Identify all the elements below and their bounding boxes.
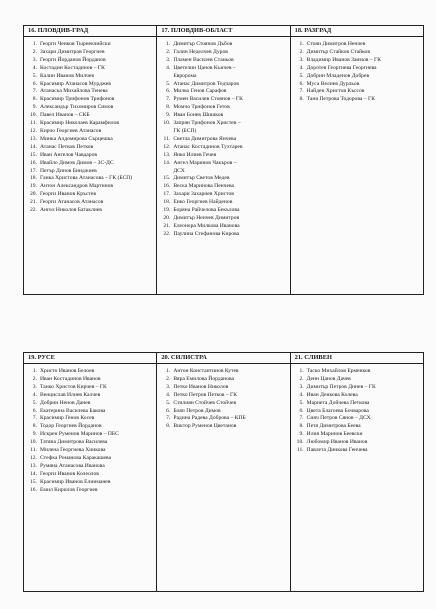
candidate-list-item bbox=[24, 199, 156, 207]
candidate-list-item bbox=[24, 384, 156, 392]
candidate-name: Румен Василев Стоянов – ГК bbox=[173, 96, 243, 103]
candidate-name: Ганка Христова Атанасова – ГК (БСП) bbox=[40, 175, 133, 182]
candidate-name: Муса Велиев Дурльов bbox=[306, 80, 360, 87]
candidate-list-item bbox=[24, 487, 156, 495]
candidate-name: Найден Христов Къссов bbox=[306, 88, 365, 95]
candidate-name: Петя Димитрова Беева bbox=[306, 423, 361, 430]
candidate-list-item bbox=[157, 104, 289, 112]
candidate-number: 3. bbox=[299, 383, 304, 390]
candidate-number: 8. bbox=[32, 423, 37, 430]
candidate-name: Пламен Василев Станьов bbox=[173, 56, 234, 63]
candidate-list-item bbox=[291, 96, 423, 104]
candidate-name: Ангел Николов Батаклиев bbox=[40, 207, 102, 214]
candidate-name: Петър Динов Бинджиев bbox=[40, 167, 97, 174]
candidate-number: 14. bbox=[30, 143, 37, 150]
candidate-name: Иван Бонев Шишков bbox=[173, 112, 224, 119]
candidate-list-item bbox=[24, 136, 156, 144]
district-column bbox=[24, 26, 157, 294]
candidate-list-item bbox=[24, 423, 156, 431]
candidate-name: Минка Алдомирова Сърцешка bbox=[40, 135, 113, 142]
candidate-number: 8. bbox=[299, 96, 304, 103]
candidate-list-item bbox=[291, 88, 423, 96]
candidate-name: Георги Иванов Колеолов bbox=[40, 470, 99, 477]
candidate-number: 5. bbox=[166, 399, 171, 406]
candidate-list bbox=[157, 37, 289, 239]
candidate-name: Румяна Атанасова Иванова bbox=[40, 462, 105, 469]
candidate-name: Ивайло Димов Димов – ЗС-ДС bbox=[40, 159, 114, 166]
candidate-table-top bbox=[23, 25, 424, 295]
candidate-number: 12. bbox=[30, 454, 37, 461]
candidate-list-item bbox=[157, 215, 289, 223]
candidate-name: Георги Ченков Тырнекчийски bbox=[40, 41, 111, 47]
candidate-name: Илия Маринов Беевски bbox=[306, 431, 363, 438]
candidate-name: Димитър Стоянов Дъбов bbox=[173, 41, 233, 47]
candidate-list-item bbox=[24, 392, 156, 400]
candidate-table-bottom bbox=[23, 352, 424, 592]
candidate-number: 15. bbox=[163, 175, 171, 182]
district-column bbox=[24, 353, 157, 591]
candidate-name: Захари Захариев Христов bbox=[173, 191, 234, 198]
candidate-list-item bbox=[157, 400, 289, 408]
candidate-number: 15. bbox=[30, 151, 37, 158]
candidate-list-item bbox=[24, 463, 156, 471]
candidate-name: Веска Маринова Пенчева bbox=[173, 183, 235, 190]
candidate-name: Ангел Маринов Чакъров – bbox=[173, 159, 237, 166]
candidate-number: 7. bbox=[299, 415, 304, 422]
candidate-number: 4. bbox=[32, 64, 37, 71]
candidate-list-item bbox=[157, 73, 289, 81]
candidate-name: Христо Иванов Белоев bbox=[40, 368, 95, 374]
candidate-name: Кирчо Георгиев Атанасов bbox=[40, 127, 102, 134]
candidate-name: Атанас Петков Петков bbox=[40, 143, 94, 150]
candidate-list-item bbox=[24, 207, 156, 215]
district-column bbox=[157, 353, 290, 591]
candidate-number: 1. bbox=[166, 41, 171, 47]
candidate-list-item bbox=[24, 128, 156, 136]
candidate-number: 4. bbox=[166, 64, 171, 71]
candidate-list bbox=[24, 37, 156, 215]
candidate-number: 16. bbox=[163, 183, 171, 190]
candidate-name: ДСХ bbox=[173, 167, 185, 174]
candidate-name: Добрин Младенов Добрев bbox=[306, 72, 370, 79]
candidate-list-item bbox=[291, 392, 423, 400]
candidate-name: Момчо Трифонов Гетов bbox=[173, 104, 230, 111]
candidate-list-item bbox=[291, 384, 423, 392]
candidate-number: 9. bbox=[299, 431, 304, 438]
candidate-list-item bbox=[291, 431, 423, 439]
candidate-name: Александър Тихомиров Симов bbox=[40, 104, 114, 111]
candidate-number: 1. bbox=[299, 41, 304, 47]
district-title: 16. ПЛОВДИВ-ГРАД bbox=[24, 26, 156, 37]
candidate-number: 5. bbox=[166, 80, 171, 87]
candidate-name: Красимир Трифонов Трифонов bbox=[40, 96, 115, 103]
candidate-number: 8. bbox=[299, 423, 304, 430]
candidate-number: 5. bbox=[32, 72, 37, 79]
candidate-number: 6. bbox=[166, 88, 171, 95]
candidate-number: 18. bbox=[30, 175, 37, 182]
candidate-name: Атанаска Михайлова Тенева bbox=[40, 88, 108, 95]
candidate-name: Красимир Генов Косев bbox=[40, 415, 95, 422]
candidate-list-item bbox=[157, 392, 289, 400]
candidate-list-item bbox=[157, 168, 289, 176]
candidate-number: 8. bbox=[166, 104, 171, 111]
candidate-name: Запрян Трифонов Христев – bbox=[173, 120, 241, 127]
candidate-name: Искрен Руменов Маринов – ПБС bbox=[40, 431, 119, 438]
candidate-name: Владимир Иванов Заимов – ГК bbox=[306, 56, 381, 63]
district-column bbox=[291, 353, 423, 591]
candidate-name: Евророма bbox=[173, 72, 197, 79]
candidate-number: 12. bbox=[163, 143, 171, 150]
candidate-name: Иван Костадинов Иванов bbox=[40, 375, 101, 382]
candidate-name: Павлета Динкова Генчева bbox=[306, 447, 368, 454]
candidate-number: 3. bbox=[166, 383, 171, 390]
candidate-number: 5. bbox=[32, 399, 37, 406]
district-title: 18. РАЗГРАД bbox=[291, 26, 423, 37]
candidate-list-item bbox=[291, 439, 423, 447]
candidate-list-item bbox=[24, 183, 156, 191]
candidate-name: Светла Димитрова Янчева bbox=[173, 135, 237, 142]
candidate-number: 10. bbox=[30, 439, 37, 446]
candidate-list-item bbox=[291, 368, 423, 376]
candidate-number: 3. bbox=[166, 56, 171, 63]
candidate-list-item bbox=[24, 144, 156, 152]
candidate-name: Галин Неделчев Дуров bbox=[173, 48, 228, 55]
candidate-name: Красимир Атанасов Мурджев bbox=[40, 80, 111, 87]
candidate-list-item bbox=[24, 65, 156, 73]
candidate-list-item bbox=[157, 49, 289, 57]
candidate-list-item bbox=[24, 120, 156, 128]
candidate-number: 3. bbox=[299, 56, 304, 63]
candidate-number: 14. bbox=[163, 159, 171, 166]
candidate-name: Калин Иванов Милчев bbox=[40, 72, 94, 79]
candidate-name: Антон Константинов Кутев bbox=[173, 368, 239, 374]
candidate-name: Милко Генов Сарафов bbox=[173, 88, 227, 95]
candidate-list-item bbox=[157, 368, 289, 376]
candidate-list-item bbox=[24, 479, 156, 487]
candidate-list-item bbox=[157, 65, 289, 73]
candidate-number: 5. bbox=[299, 72, 304, 79]
candidate-list-item bbox=[24, 455, 156, 463]
candidate-list bbox=[157, 364, 289, 431]
candidate-number: 12. bbox=[30, 127, 37, 134]
candidate-name: Денн Цанов Дачев bbox=[306, 375, 351, 382]
candidate-name: Георги Иванов Кръстев bbox=[40, 191, 96, 198]
candidate-number: 4. bbox=[299, 391, 304, 398]
candidate-number: 4. bbox=[32, 391, 37, 398]
candidate-name: Цветелин Цанов Кънчев – bbox=[173, 64, 236, 71]
candidate-list-item bbox=[24, 439, 156, 447]
candidate-list-item bbox=[291, 423, 423, 431]
candidate-list-item bbox=[24, 408, 156, 416]
candidate-name: Венцислав Илиев Калчев bbox=[40, 391, 101, 398]
candidate-number: 14. bbox=[30, 470, 37, 477]
candidate-name: Иван Денкова Колева bbox=[306, 391, 358, 398]
candidate-number: 7. bbox=[299, 88, 304, 95]
candidate-name: Паулина Стефанова Кирова bbox=[173, 230, 240, 237]
candidate-name: Георги Йорданов Йорданов bbox=[40, 56, 106, 63]
candidate-name: Бояп Петров Димов bbox=[173, 407, 221, 414]
candidate-list-item bbox=[24, 73, 156, 81]
candidate-name: Димитър Стайков Стайков bbox=[306, 48, 370, 55]
district-title: 19. РУСЕ bbox=[24, 353, 156, 364]
candidate-number: 20. bbox=[30, 191, 37, 198]
candidate-list-item bbox=[291, 41, 423, 49]
candidate-name: Танко Христов Кирчев – ГК bbox=[40, 383, 107, 390]
candidate-number: 2. bbox=[299, 375, 304, 382]
candidate-number: 3. bbox=[32, 383, 37, 390]
candidate-number: 5. bbox=[299, 399, 304, 406]
candidate-list-item bbox=[291, 408, 423, 416]
candidate-name: Тодор Георгиев Йорданов bbox=[40, 423, 102, 430]
candidate-list-item bbox=[24, 104, 156, 112]
candidate-list-item bbox=[157, 152, 289, 160]
candidate-list bbox=[24, 364, 156, 495]
candidate-list-item bbox=[157, 191, 289, 199]
candidate-number: 4. bbox=[299, 64, 304, 71]
candidate-name: Радина Радева Доброва – КПБ bbox=[173, 415, 246, 422]
candidate-name: Таня Петрова Тодорова – ГК bbox=[306, 96, 375, 103]
candidate-name: Димитър Светов Медев bbox=[173, 175, 230, 182]
candidate-number: 9. bbox=[32, 431, 37, 438]
candidate-list-item bbox=[157, 223, 289, 231]
candidate-list-item bbox=[157, 423, 289, 431]
candidate-number: 13. bbox=[30, 135, 37, 142]
candidate-name: Павел Иванов – СКБ bbox=[40, 112, 90, 119]
candidate-list-item bbox=[24, 175, 156, 183]
candidate-name: Таско Михайлов Ерменков bbox=[306, 368, 371, 374]
candidate-name: Захари Димитров Георгиев bbox=[40, 48, 105, 55]
candidate-number: 7. bbox=[166, 415, 171, 422]
candidate-number: 13. bbox=[163, 151, 171, 158]
candidate-number: 20. bbox=[163, 214, 171, 221]
candidate-number: 11. bbox=[30, 120, 37, 127]
candidate-number: 1. bbox=[166, 368, 171, 374]
candidate-name: Елеонора Милкова Иванова bbox=[173, 222, 240, 229]
candidate-list-item bbox=[24, 447, 156, 455]
candidate-list-item bbox=[24, 368, 156, 376]
candidate-name: Екатерина Василева Бакова bbox=[40, 407, 106, 414]
candidate-number: 7. bbox=[166, 96, 171, 103]
candidate-number: 2. bbox=[299, 48, 304, 55]
candidate-name: Боряна Райчелова Бекълова bbox=[173, 207, 240, 214]
candidate-list-item bbox=[24, 57, 156, 65]
candidate-number: 19. bbox=[30, 183, 37, 190]
candidate-list-item bbox=[157, 199, 289, 207]
candidate-list-item bbox=[291, 49, 423, 57]
candidate-name: Димитър Ненчев Димитров bbox=[173, 214, 240, 221]
candidate-number: 6. bbox=[32, 80, 37, 87]
candidate-name: Виктор Руменов Цветанов bbox=[173, 423, 237, 430]
candidate-list-item bbox=[157, 128, 289, 136]
candidate-number: 16. bbox=[30, 159, 37, 166]
candidate-number: 2. bbox=[166, 48, 171, 55]
candidate-name: Сияч Петров Сянов – ДСХ bbox=[306, 415, 371, 422]
candidate-number: 1. bbox=[32, 368, 37, 374]
candidate-number: 6. bbox=[166, 407, 171, 414]
candidate-number: 9. bbox=[32, 104, 37, 111]
candidate-list-item bbox=[24, 431, 156, 439]
candidate-number: 6. bbox=[32, 407, 37, 414]
candidate-name: Вяра Емилова Йорданова bbox=[173, 375, 235, 382]
candidate-name: Милена Георгиева Хинкова bbox=[40, 447, 106, 454]
candidate-list-item bbox=[157, 112, 289, 120]
candidate-list-item bbox=[24, 160, 156, 168]
candidate-list-item bbox=[291, 57, 423, 65]
candidate-number: 21. bbox=[30, 199, 37, 206]
candidate-name: Доротея Георгиева Георгиева bbox=[306, 64, 377, 71]
candidate-name: Иван Ангелов Чавдаров bbox=[40, 151, 98, 158]
candidate-list-item bbox=[157, 207, 289, 215]
candidate-list-item bbox=[24, 41, 156, 49]
candidate-list bbox=[291, 364, 423, 455]
candidate-list bbox=[291, 37, 423, 104]
candidate-name: Красимир Иванов Елинманев bbox=[40, 478, 111, 485]
candidate-name: Мариета Дойчева Петкова bbox=[306, 399, 370, 406]
candidate-number: 3. bbox=[32, 56, 37, 63]
candidate-list-item bbox=[291, 400, 423, 408]
candidate-number: 2. bbox=[32, 48, 37, 55]
candidate-name: Любомир Иванов Иванов bbox=[306, 439, 368, 446]
candidate-list-item bbox=[24, 152, 156, 160]
candidate-name: Енко Георгиев Найденов bbox=[173, 199, 233, 206]
candidate-number: 17. bbox=[163, 191, 171, 198]
candidate-list-item bbox=[24, 400, 156, 408]
candidate-list-item bbox=[157, 160, 289, 168]
candidate-number: 11. bbox=[30, 447, 37, 454]
district-title: 20. СИЛИСТРА bbox=[157, 353, 289, 364]
candidate-name: Атанас Димитров Тедчаров bbox=[173, 80, 239, 87]
candidate-number: 8. bbox=[32, 96, 37, 103]
candidate-name: Емил Кирилов Георгиев bbox=[40, 486, 98, 493]
candidate-number: 4. bbox=[166, 391, 171, 398]
candidate-number: 1. bbox=[299, 368, 304, 374]
candidate-number: 1. bbox=[32, 41, 37, 47]
candidate-name: Стоян Димитров Ненчев bbox=[306, 41, 366, 47]
candidate-number: 8. bbox=[166, 423, 171, 430]
candidate-list-item bbox=[157, 231, 289, 239]
district-title: 17. ПЛОВДИВ-ОБЛАСТ bbox=[157, 26, 289, 37]
candidate-name: Янко Илиев Гечев bbox=[173, 151, 217, 158]
candidate-number: 10. bbox=[30, 112, 37, 119]
candidate-number: 16. bbox=[30, 486, 37, 493]
candidate-number: 18. bbox=[163, 199, 171, 206]
candidate-number: 10. bbox=[296, 439, 304, 446]
candidate-name: ГК (БСП) bbox=[173, 127, 197, 134]
candidate-name: Татяна Димитрова Василева bbox=[40, 439, 108, 446]
candidate-number: 22. bbox=[163, 230, 171, 237]
candidate-list-item bbox=[157, 183, 289, 191]
candidate-name: Георги Атанасов Атанасов bbox=[40, 199, 104, 206]
candidate-name: Димитър Петров Динев – ГК bbox=[306, 383, 376, 390]
candidate-list-item bbox=[157, 175, 289, 183]
candidate-list-item bbox=[157, 136, 289, 144]
candidate-list-item bbox=[157, 376, 289, 384]
candidate-list-item bbox=[157, 415, 289, 423]
candidate-list-item bbox=[24, 471, 156, 479]
district-title: 21. СЛИВЕН bbox=[291, 353, 423, 364]
district-column bbox=[291, 26, 423, 294]
candidate-list-item bbox=[291, 376, 423, 384]
candidate-name: Цвета Благоева Бочварова bbox=[306, 407, 369, 414]
candidate-number: 15. bbox=[30, 478, 37, 485]
candidate-list-item bbox=[157, 384, 289, 392]
candidate-list-item bbox=[291, 65, 423, 73]
candidate-list-item bbox=[24, 96, 156, 104]
candidate-name: Добрин Ненов Данев bbox=[40, 399, 91, 406]
candidate-name: Атанас Костадинов Тухтарев bbox=[173, 143, 243, 150]
candidate-number: 10. bbox=[163, 120, 171, 127]
candidate-list-item bbox=[157, 41, 289, 49]
candidate-name: Антон Александров Мартинов bbox=[40, 183, 114, 190]
candidate-name: Костадин Костадинов – ГК bbox=[40, 64, 105, 71]
candidate-number: 7. bbox=[32, 415, 37, 422]
candidate-number: 11. bbox=[296, 447, 304, 454]
candidate-list-item bbox=[24, 49, 156, 57]
candidate-list-item bbox=[291, 415, 423, 423]
candidate-number: 7. bbox=[32, 88, 37, 95]
candidate-list-item bbox=[24, 376, 156, 384]
candidate-number: 6. bbox=[299, 80, 304, 87]
candidate-list-item bbox=[157, 57, 289, 65]
candidate-number: 19. bbox=[163, 207, 171, 214]
candidate-name: Красимир Николаев Карамфилов bbox=[40, 120, 120, 127]
candidate-list-item bbox=[157, 88, 289, 96]
district-column bbox=[157, 26, 290, 294]
candidate-number: 6. bbox=[299, 407, 304, 414]
candidate-number: 21. bbox=[163, 222, 171, 229]
candidate-number: 22. bbox=[30, 207, 37, 214]
candidate-number: 2. bbox=[32, 375, 37, 382]
candidate-number: 2. bbox=[166, 375, 171, 382]
candidate-list-item bbox=[291, 73, 423, 81]
candidate-number: 9. bbox=[166, 112, 171, 119]
candidate-list-item bbox=[24, 112, 156, 120]
candidate-name: Петко Иванов Николов bbox=[173, 383, 229, 390]
candidate-list-item bbox=[157, 120, 289, 128]
candidate-name: Стилиян Стойчев Стойчев bbox=[173, 399, 237, 406]
candidate-list-item bbox=[157, 144, 289, 152]
candidate-list-item bbox=[24, 191, 156, 199]
candidate-number: 17. bbox=[30, 167, 37, 174]
candidate-list-item bbox=[291, 447, 423, 455]
candidate-name: Стефка Романова Каракашева bbox=[40, 454, 112, 461]
candidate-name: Петко Петров Петков – ГК bbox=[173, 391, 237, 398]
candidate-number: 13. bbox=[30, 462, 37, 469]
candidate-number: 11. bbox=[163, 135, 171, 142]
